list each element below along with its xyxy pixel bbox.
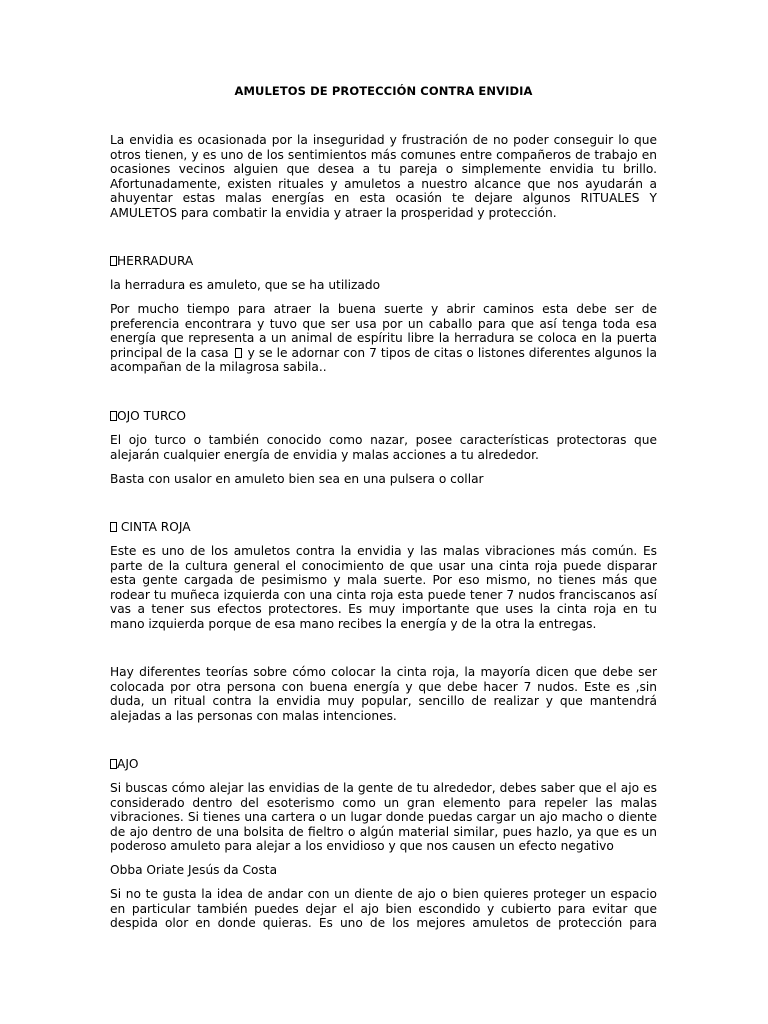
missing-glyph-icon: [110, 759, 117, 769]
document-title: AMULETOS DE PROTECCIÓN CONTRA ENVIDIA: [234, 84, 533, 98]
intro-paragraph: La envidia es ocasionada por la inseguridad y frustración de no poder conseguir lo que otros tienen, y es uno de los sentimientos más comunes entre compañeros de trabajo en ocasiones vecinos alguien que desea a tu pareja o simplemente envidia tu brillo. Afortunadamente, existen rituales y amuletos a nuestro alcance que nos ayudarán a ahuyentar estas malas energías en esta ocasión te dejare algunos RITUALES Y AMULETOS para combatir la envidia y atraer la prosperidad y protección.: [110, 133, 657, 220]
section-heading-cinta-roja: [110, 520, 657, 535]
ajo-paragraph-2: Si no te gusta la idea de andar con un diente de ajo o bien quieres proteger un espacio en particular también puedes dejar el ajo bien escondido y cubierto para evitar que despida olor en donde quieras. Es uno de los mejores amuletos de protección para: [110, 887, 657, 931]
heading-text: AJO: [117, 757, 139, 771]
ajo-paragraph-1: Si buscas cómo alejar las envidias de la gente de tu alrededor, debes saber que el ajo es considerado dentro del esoterismo como un gran elemento para repeler las malas vibraciones. Si tienes una cartera o un lugar donde puedas cargar un ajo macho o diente de ajo dentro de una bolsita de fieltro o algún material similar, pues hazlo, ya que es un poderoso amuleto para alejar a los envidioso y que nos causen un efecto negativo: [110, 781, 657, 854]
ojo-turco-paragraph-1: El ojo turco o también conocido como nazar, posee características protectoras que alejarán cualquier energía de envidia y malas acciones a tu alrededor.: [110, 433, 657, 462]
heading-text: OJO TURCO: [117, 409, 186, 423]
herradura-paragraph-2: [110, 302, 657, 375]
heading-text: CINTA ROJA: [117, 520, 191, 534]
ajo-author-line: Obba Oriate Jesús da Costa: [110, 863, 278, 877]
section-heading-herradura: [110, 254, 657, 269]
cinta-roja-paragraph-2: Hay diferentes teorías sobre cómo colocar la cinta roja, la mayoría dicen que debe ser colocada por otra persona con buena energía y que debe hacer 7 nudos. Este es ,sin duda, un ritual contra la envidia muy popular, sencillo de realizar y que mantendrá alejadas a las personas con malas intenciones.: [110, 665, 657, 723]
missing-glyph-icon: [110, 522, 117, 532]
missing-glyph-icon: [110, 411, 117, 421]
missing-glyph-icon: [235, 348, 242, 358]
ojo-turco-paragraph-2: Basta con usalor en amuleto bien sea en una pulsera o collar: [110, 472, 484, 486]
heading-text: HERRADURA: [117, 254, 194, 268]
missing-glyph-icon: [110, 256, 117, 266]
cinta-roja-paragraph-1: Este es uno de los amuletos contra la envidia y las malas vibraciones más común. Es parte de la cultura general el conocimiento de que usar una cinta roja puede disparar esta gente cargada de pesimismo y mala suerte. Por eso mismo, no tienes más que rodear tu muñeca izquierda con una cinta roja esta puede tener 7 nudos franciscanos así vas a tener sus efectos protectores. Es muy importante que uses la cinta roja en tu mano izquierda porque de esa mano recibes la energía y de la otra la entregas.: [110, 544, 657, 631]
herradura-text-b: y se le adornar con 7 tipos de citas o listones diferentes algunos la acompañan de la milagrosa sabila..: [110, 345, 658, 375]
section-heading-ojo-turco: [110, 409, 657, 424]
section-heading-ajo: [110, 757, 657, 772]
herradura-paragraph-1: la herradura es amuleto, que se ha utilizado: [110, 278, 381, 292]
herradura-text-a: Por mucho tiempo para atraer la buena suerte y abrir caminos esta debe ser de preferencia encontrara y tuvo que ser usa por un caballo para que así tenga toda esa energía que representa a un animal de espíritu libre la herradura se coloca en la puerta principal de la casa: [110, 302, 657, 360]
